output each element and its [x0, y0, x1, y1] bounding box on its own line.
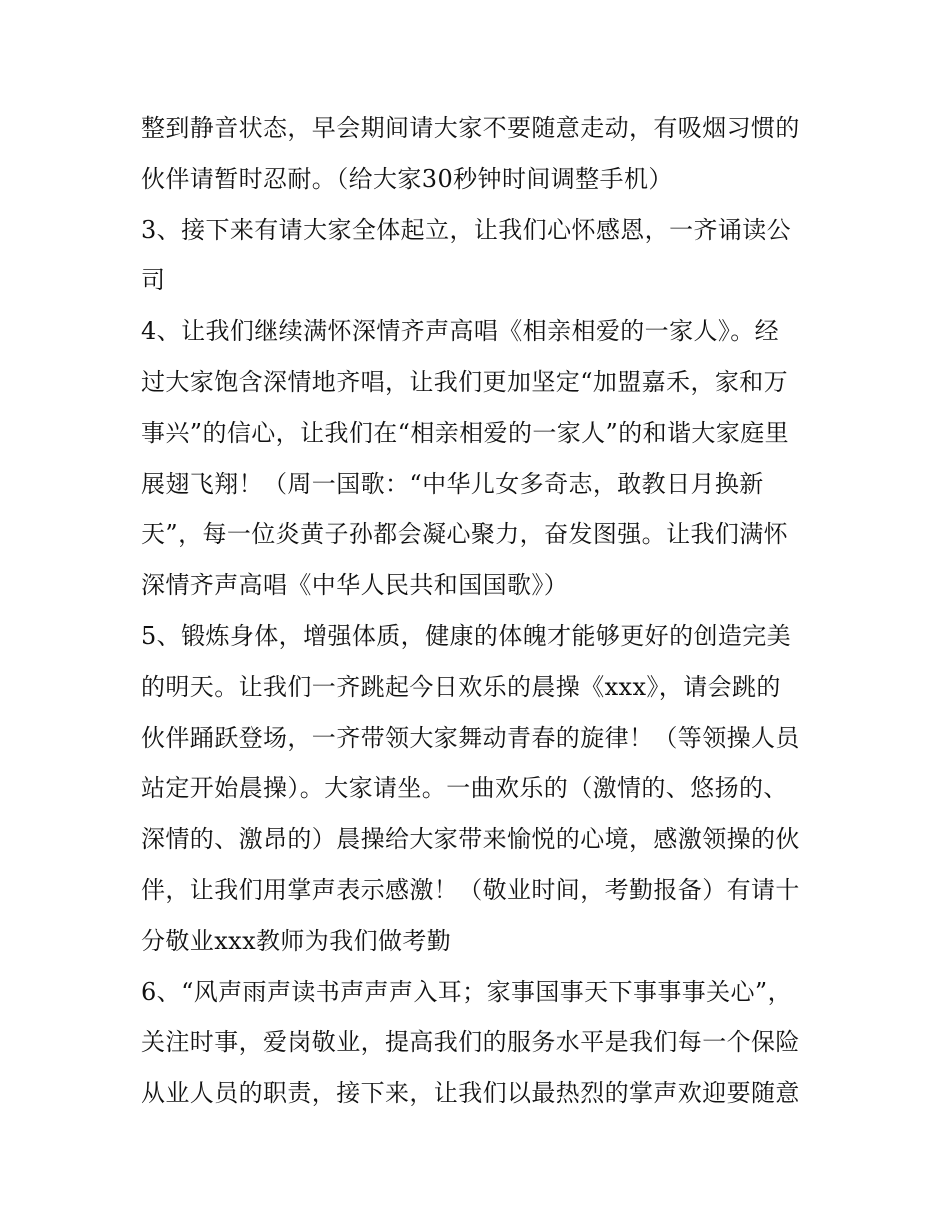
- text-line: 站定开始晨操）。大家请坐。一曲欢乐的（激情的、悠扬的、: [141, 774, 788, 802]
- text-line: 5、锻炼身体，增强体质，健康的体魄才能够更好的创造完美: [141, 622, 792, 650]
- text-line: 关注时事，爱岗敬业，提高我们的服务水平是我们每一个保险: [141, 1028, 800, 1056]
- text-line: 从业人员的职责，接下来，让我们以最热烈的掌声欢迎要随意: [141, 1079, 800, 1107]
- text-line: 过大家饱含深情地齐唱，让我们更加坚定“加盟嘉禾，家和万: [141, 368, 789, 396]
- text-line: 天”，每一位炎黄子孙都会凝心聚力，奋发图强。让我们满怀: [141, 520, 789, 548]
- text-line: 深情齐声高唱《中华人民共和国国歌》）: [141, 571, 569, 599]
- text-line: 4、让我们继续满怀深情齐声高唱《相亲相爱的一家人》。经: [141, 317, 780, 345]
- text-line: 的明天。让我们一齐跳起今日欢乐的晨操《xxx》，请会跳的: [141, 673, 781, 701]
- text-line: 整到静音状态，早会期间请大家不要随意走动，有吸烟习惯的: [141, 114, 800, 142]
- text-line: 伙伴请暂时忍耐。（给大家30秒钟时间调整手机）: [141, 165, 673, 193]
- text-line: 深情的、激昂的）晨操给大家带来愉悦的心境，感激领操的伙: [141, 825, 800, 853]
- text-line: 伴，让我们用掌声表示感激！（敬业时间，考勤报备）有请十: [141, 876, 800, 904]
- text-line: 伙伴踊跃登场，一齐带领大家舞动青春的旋律！（等领操人员: [141, 724, 800, 752]
- text-line: 6、“风声雨声读书声声声入耳；家事国事天下事事事关心”，: [141, 978, 793, 1006]
- text-line: 展翅飞翔！（周一国歌：“中华儿女多奇志，敢教日月换新: [141, 470, 764, 498]
- text-line: 司: [141, 266, 166, 294]
- text-line: 3、接下来有请大家全体起立，让我们心怀感恩，一齐诵读公: [141, 216, 792, 244]
- text-line: 分敬业xxx教师为我们做考勤: [141, 927, 452, 955]
- text-line: 事兴”的信心，让我们在“相亲相爱的一家人”的和谐大家庭里: [141, 419, 790, 447]
